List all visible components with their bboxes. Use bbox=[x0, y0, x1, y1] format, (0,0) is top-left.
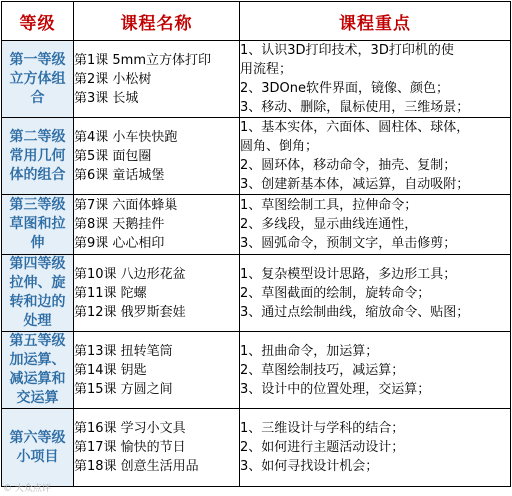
level-cell bbox=[2, 195, 74, 255]
level-cell-line: 转和边的 bbox=[9, 294, 66, 310]
focus-cell-line: 用流程； bbox=[240, 62, 293, 77]
focus-cell-line: 1、复杂模型设计思路，多边形工具； bbox=[240, 266, 457, 282]
level-row bbox=[2, 332, 511, 409]
focus-cell bbox=[240, 332, 511, 409]
lessons-cell bbox=[74, 332, 240, 409]
focus-cell-line: 3、设计中的位置处理，交运算； bbox=[240, 381, 431, 397]
level-cell-line: 体的组合 bbox=[9, 166, 66, 183]
lessons-cell-line: 第11课 陀螺 bbox=[74, 285, 147, 301]
level-cell bbox=[2, 41, 74, 118]
level-cell bbox=[2, 255, 74, 332]
lessons-cell-line: 第16课 学习小文具 bbox=[74, 421, 186, 436]
lessons-cell-line: 第14课 钥匙 bbox=[74, 362, 147, 378]
header-level: 等级 bbox=[2, 2, 74, 41]
lessons-cell-line: 第2课 小松树 bbox=[74, 71, 152, 87]
watermark: © 大众点评 bbox=[3, 484, 51, 494]
focus-cell bbox=[240, 409, 511, 487]
focus-cell-line: 3、圆弧命令，预制文字，单击修剪； bbox=[240, 236, 457, 251]
lessons-cell-line: 第18课 创意生活用品 bbox=[74, 459, 199, 474]
header-course-name: 课程名称 bbox=[74, 2, 240, 41]
lessons-cell bbox=[74, 195, 240, 255]
level-cell-line: 第三等级 bbox=[9, 197, 66, 213]
level-row bbox=[2, 41, 511, 118]
focus-cell-line: 2、草图截面的绘制，旋转命令； bbox=[240, 285, 431, 301]
focus-cell-line: 1、三维设计与学科的结合； bbox=[240, 421, 405, 436]
level-row bbox=[2, 409, 511, 487]
level-cell-line: 第一等级 bbox=[9, 51, 66, 68]
level-cell bbox=[2, 409, 74, 487]
header-row bbox=[2, 2, 511, 41]
level-row bbox=[2, 255, 511, 332]
focus-cell-line: 3、通过点绘制曲线，缩放命令、贴图； bbox=[240, 304, 470, 320]
lessons-cell bbox=[74, 41, 240, 118]
focus-cell-line: 3、如何寻找设计机会； bbox=[240, 459, 379, 474]
focus-cell bbox=[240, 195, 511, 255]
level-cell-line: 交运算 bbox=[16, 390, 59, 406]
focus-cell-line: 1、草图绘制工具，拉伸命令； bbox=[240, 198, 418, 213]
lessons-cell-line: 第6课 童话城堡 bbox=[74, 167, 165, 183]
lessons-cell-line: 第15课 方圆之间 bbox=[74, 381, 173, 397]
lessons-cell-line: 第1课 5mm立方体打印 bbox=[74, 52, 212, 68]
level-row bbox=[2, 195, 511, 255]
lessons-cell-line: 第7课 六面体蜂巢 bbox=[74, 198, 178, 213]
focus-cell-line: 1、基本实体，六面体、圆柱体、球体， bbox=[240, 120, 470, 135]
level-cell-line: 处理 bbox=[23, 313, 52, 329]
focus-cell-line: 2、圆环体，移动命令，抽壳、复制； bbox=[240, 158, 457, 173]
level-cell-line: 第二等级 bbox=[9, 128, 66, 145]
level-cell-line: 减运算和 bbox=[9, 371, 66, 387]
level-cell-line: 伸 bbox=[30, 235, 45, 251]
focus-cell-line: 2、多线段，显示曲线连通性， bbox=[240, 217, 418, 232]
lessons-cell-line: 第4课 小车快快跑 bbox=[74, 129, 178, 145]
level-cell-line: 拉伸、旋 bbox=[9, 275, 66, 291]
level-cell bbox=[2, 332, 74, 409]
level-cell-line: 合 bbox=[30, 89, 45, 106]
lessons-cell-line: 第17课 愉快的节日 bbox=[74, 440, 186, 455]
focus-cell-line: 3、创建新基本体，减运算，自动吸附； bbox=[240, 177, 470, 192]
level-cell-line: 小项目 bbox=[16, 448, 59, 465]
level-cell bbox=[2, 118, 74, 195]
level-cell-line: 立方体组 bbox=[9, 70, 66, 87]
focus-cell-line: 2、草图绘制技巧，减运算； bbox=[240, 362, 405, 378]
level-cell-line: 草图和拉 bbox=[9, 216, 66, 232]
focus-cell-line: 2、如何进行主题活动设计； bbox=[240, 440, 405, 455]
focus-cell-line: 3、移动、删除，鼠标使用，三维场景； bbox=[240, 100, 470, 115]
lessons-cell-line: 第3课 长城 bbox=[74, 90, 139, 106]
level-cell-line: 第四等级 bbox=[9, 256, 66, 272]
curriculum-table bbox=[1, 1, 511, 487]
lessons-cell bbox=[74, 409, 240, 487]
focus-cell bbox=[240, 41, 511, 118]
lessons-cell-line: 第8课 天鹅挂件 bbox=[74, 217, 165, 232]
focus-cell-line: 1、扭曲命令，加运算； bbox=[240, 343, 379, 359]
focus-cell-line: 2、3DOne软件界面，镜像、颜色； bbox=[240, 81, 450, 96]
level-row bbox=[2, 118, 511, 195]
header-course-focus: 课程重点 bbox=[240, 2, 511, 41]
lessons-cell-line: 第5课 面包圈 bbox=[74, 148, 152, 164]
level-cell-line: 加运算、 bbox=[9, 352, 66, 368]
lessons-cell-line: 第12课 俄罗斯套娃 bbox=[74, 304, 186, 320]
lessons-cell-line: 第10课 八边形花盆 bbox=[74, 266, 186, 282]
level-cell-line: 常用几何 bbox=[9, 147, 66, 164]
level-cell-line: 第五等级 bbox=[9, 333, 66, 349]
focus-cell bbox=[240, 255, 511, 332]
focus-cell-line: 1、认识3D打印技术，3D打印机的使 bbox=[240, 43, 454, 58]
lessons-cell-line: 第9课 心心相印 bbox=[74, 236, 165, 251]
level-cell-line: 第六等级 bbox=[9, 429, 66, 446]
lessons-cell bbox=[74, 118, 240, 195]
focus-cell-line: 圆角、倒角； bbox=[240, 139, 319, 154]
lessons-cell bbox=[74, 255, 240, 332]
focus-cell bbox=[240, 118, 511, 195]
lessons-cell-line: 第13课 扭转笔筒 bbox=[74, 343, 173, 359]
